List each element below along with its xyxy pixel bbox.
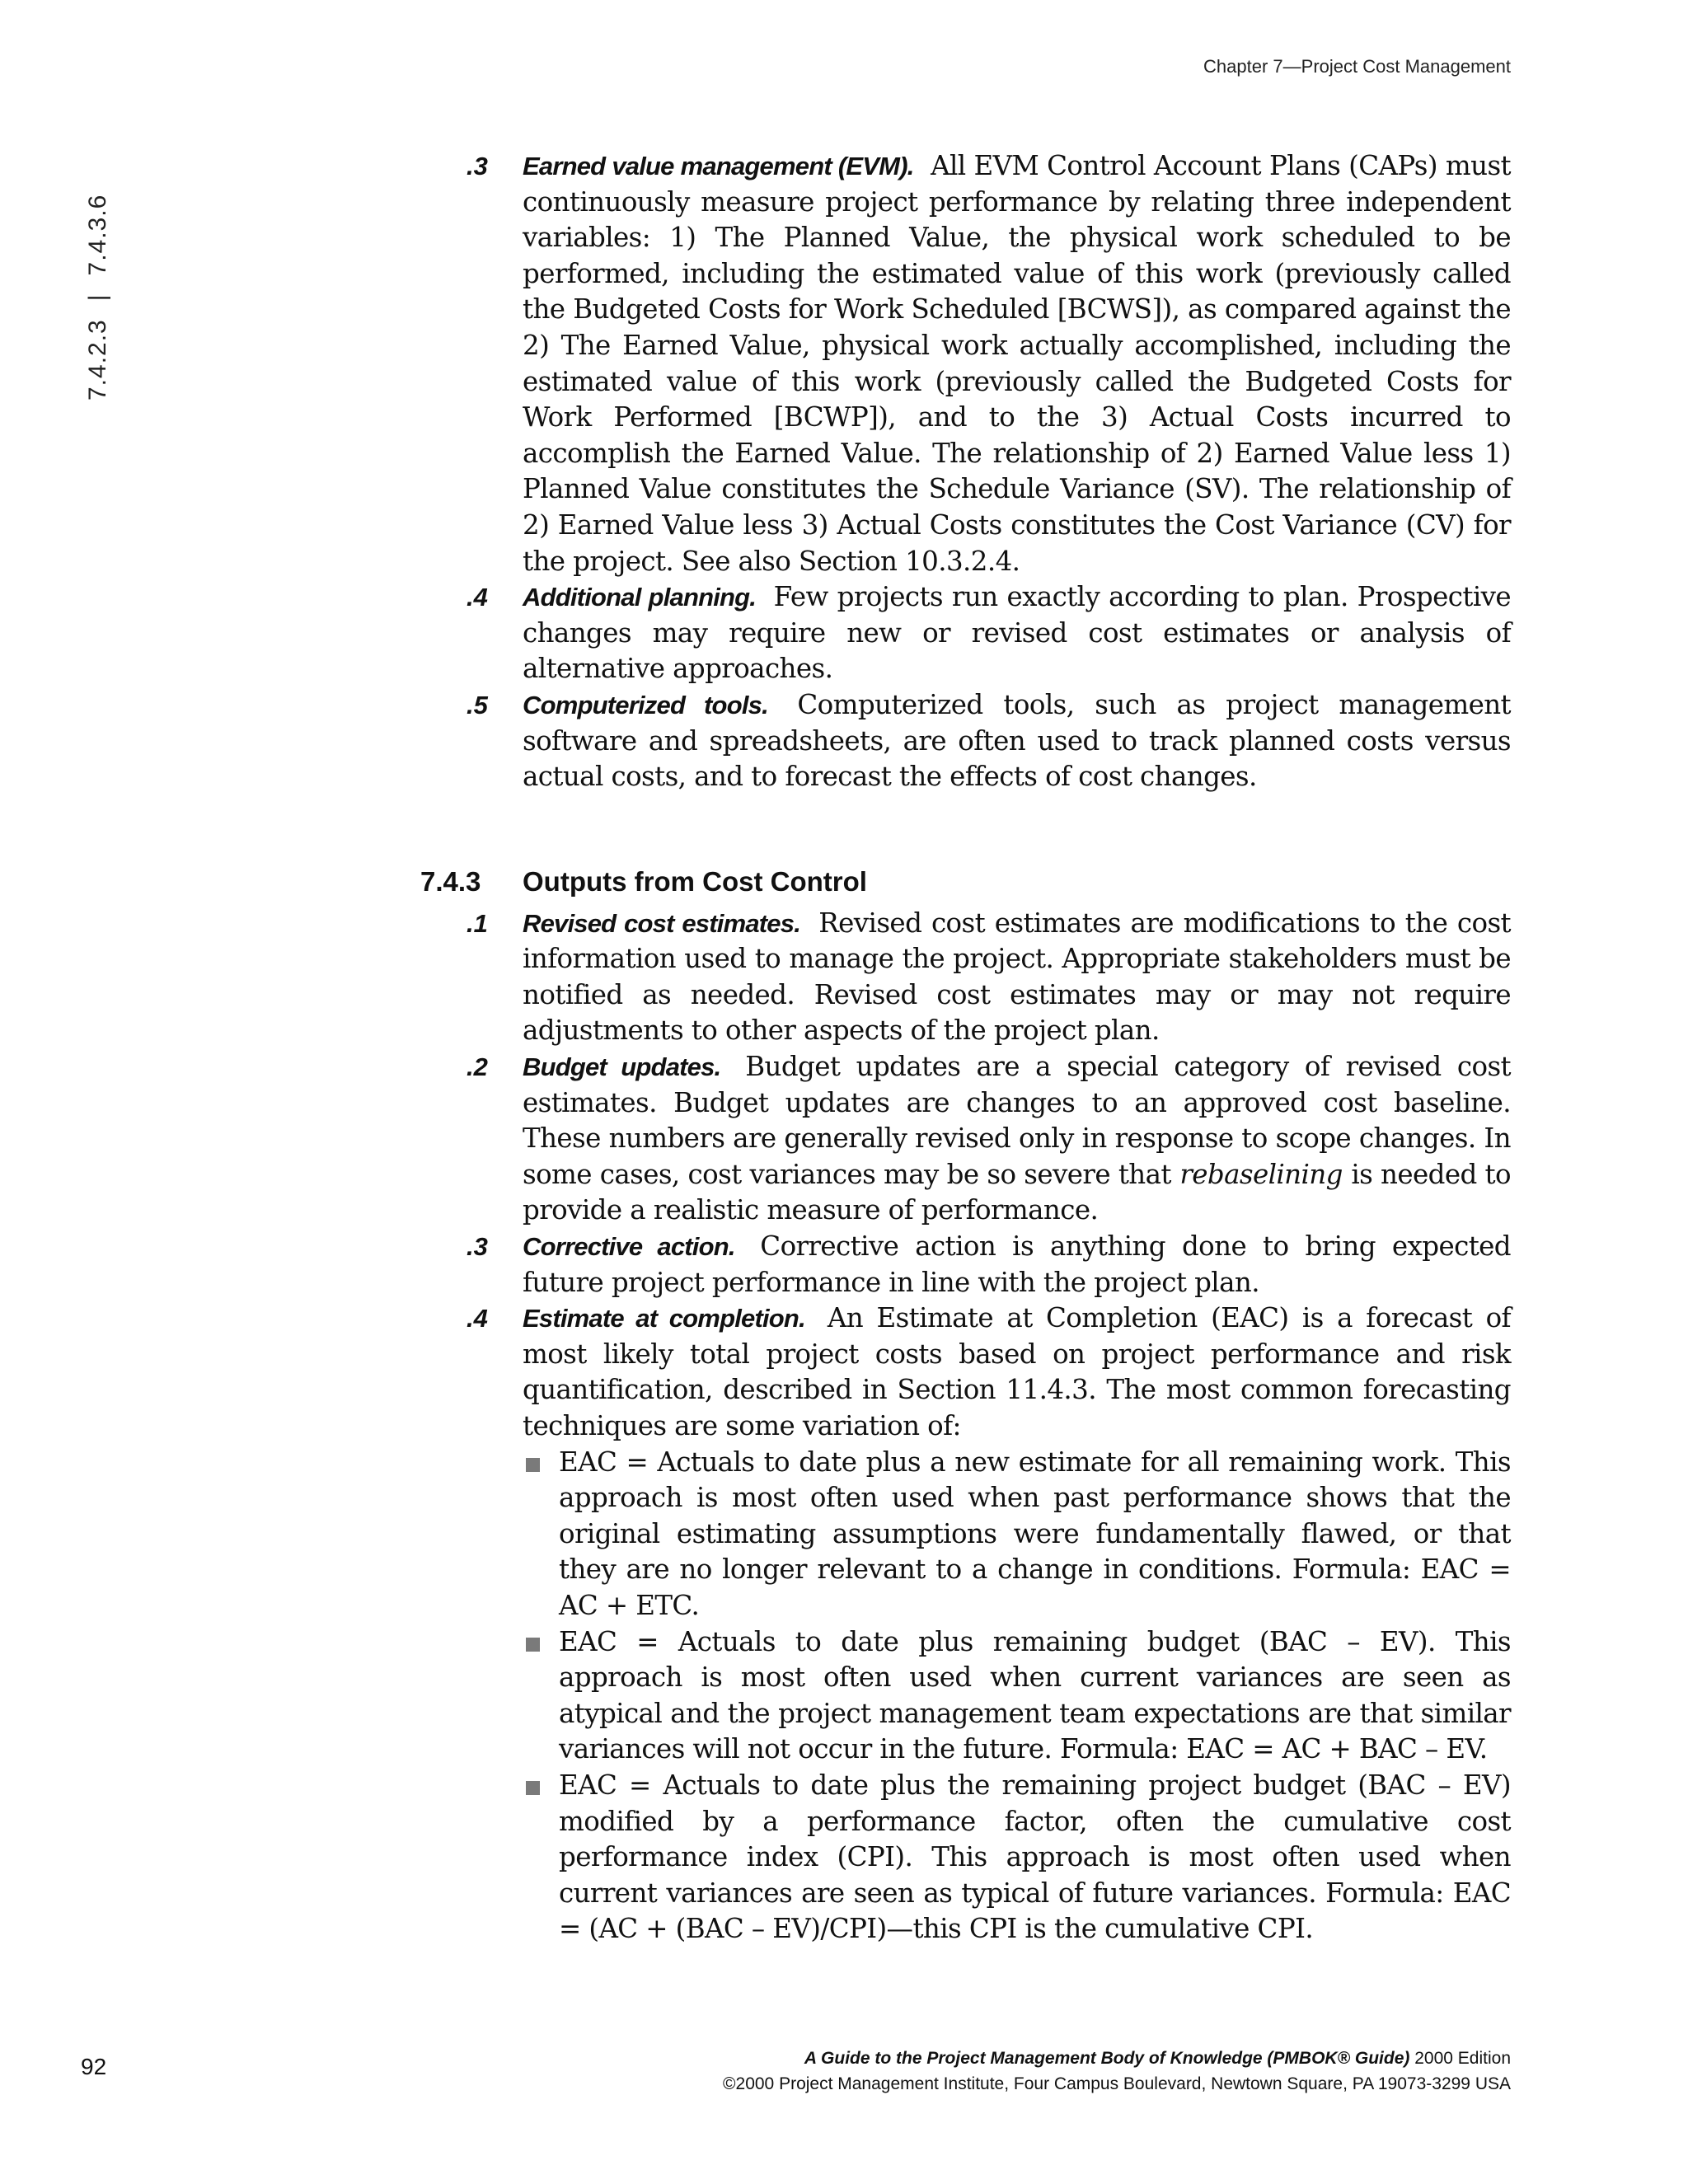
section-number: 7.4.3	[420, 865, 481, 897]
item-number: .5	[467, 690, 488, 719]
item-lead: Revised cost estimates.	[523, 908, 801, 938]
bullet-text: EAC = Actuals to date plus remaining budget (BAC – EV). This approach is most often used when current variances are seen as atypical and the project management team expectations are that similar variances will not occur in the future. Formula: EAC = AC + BAC – EV.	[559, 1625, 1511, 1765]
square-bullet-icon	[526, 1638, 540, 1652]
running-head: Chapter 7—Project Cost Management	[1203, 56, 1511, 77]
square-bullet-icon	[526, 1781, 540, 1795]
bullet-text: EAC = Actuals to date plus the remaining project budget (BAC – EV) modified by a performance factor, often the cumulative cost performance index (CPI). This approach is most often used when current variances are seen as typical of future variances. Formula: EAC = (AC + (BAC – EV)/CPI)—this CPI is the cumulative CPI.	[559, 1769, 1511, 1945]
item-text: Computerized tools, such as project management software and spreadsheets, are often used to track planned costs versus actual costs, and to forecast the effects of cost changes.	[523, 688, 1511, 793]
item-lead: Estimate at completion.	[523, 1304, 805, 1333]
side-tab-divider: |	[84, 293, 111, 302]
tool-item-computerized-tools	[420, 687, 1511, 795]
footer-copyright: ©2000 Project Management Institute, Four Campus Boulevard, Newtown Square, PA 19073-3299 USA	[723, 2074, 1511, 2093]
item-number: .4	[467, 583, 488, 612]
item-number: .2	[467, 1052, 488, 1082]
page-footer	[0, 2046, 1511, 2097]
square-bullet-icon	[526, 1458, 540, 1472]
item-text-before: Budget updates are a special category of revised cost estimates. Budget updates are changes to an approved cost baseline. These numbers are generally revised only in response to scope changes. In some cases, cost variances may be so severe that	[523, 1051, 1511, 1190]
item-lead: Budget updates.	[523, 1052, 721, 1082]
side-tab-range-end: 7.4.3.6	[84, 194, 111, 276]
footer-edition: 2000 Edition	[1414, 2049, 1511, 2068]
item-lead: Earned value management (EVM).	[523, 152, 914, 180]
tool-item-additional-planning	[420, 579, 1511, 687]
item-text-emphasis: rebaselining	[1179, 1158, 1343, 1190]
footer-book-title: A Guide to the Project Management Body of Knowledge (PMBOK® Guide)	[804, 2049, 1410, 2068]
item-lead: Computerized tools.	[523, 690, 768, 719]
side-tab-range-start: 7.4.2.3	[84, 319, 111, 401]
footer-title-line	[0, 2046, 1511, 2071]
section-heading	[420, 866, 1511, 902]
item-text: Corrective action is anything done to bring expected future project performance in line with the project plan.	[523, 1230, 1511, 1298]
output-item-corrective-action	[420, 1229, 1511, 1301]
item-text: An Estimate at Completion (EAC) is a forecast of most likely total project costs based on project performance and risk quantification, described in Section 11.4.3. The most common forecasting techniques are some variation of:	[523, 1302, 1511, 1441]
section-title: Outputs from Cost Control	[523, 865, 867, 897]
item-lead: Corrective action.	[523, 1232, 735, 1262]
list-item	[523, 1624, 1511, 1768]
item-text: All EVM Control Account Plans (CAPs) must continuously measure project performance by relating three independent variables: 1) The Planned Value, the physical work scheduled to be performed, including the estimated value of this work (previously called the Budgeted Costs for Work Scheduled [BCWS]), as compared against the 2) The Earned Value, physical work actually accomplished, including the estimated value of this work (previously called the Budgeted Costs for Work Performed [BCWP]), and to the 3) Actual Costs incurred to accomplish the Earned Value. The relationship of 2) Earned Value less 1) Planned Value constitutes the Schedule Variance (SV). The relationship of 2) Earned Value less 3) Actual Costs constitutes the Cost Variance (CV) for the project. See also Section 10.3.2.4.	[523, 150, 1511, 577]
item-number: .3	[467, 1232, 488, 1262]
item-text-after: is needed to provide a realistic measure of performance.	[523, 1158, 1511, 1226]
side-tab	[84, 194, 112, 401]
item-number: .1	[467, 908, 488, 938]
bullet-text: EAC = Actuals to date plus a new estimate for all remaining work. This approach is most often used when past performance shows that the original estimating assumptions were fundamentally flawed, or that they are no longer relevant to a change in conditions. Formula: EAC = AC + ETC.	[559, 1446, 1511, 1621]
tool-item-earned-value	[420, 148, 1511, 579]
page-content	[420, 148, 1511, 1947]
output-item-revised-estimates	[420, 906, 1511, 1049]
item-text: Revised cost estimates are modifications to the cost information used to manage the project. Appropriate stakeholders must be notified as needed. Revised cost estimates may or may not require adjustments to other aspects of the project plan.	[523, 907, 1511, 1047]
page-number: 92	[81, 2054, 107, 2079]
output-item-budget-updates	[420, 1049, 1511, 1229]
item-number: .3	[467, 152, 488, 180]
output-item-estimate-at-completion	[420, 1301, 1511, 1947]
list-item	[523, 1445, 1511, 1624]
item-number: .4	[467, 1304, 488, 1333]
item-text: Few projects run exactly according to plan. Prospective changes may require new or revised cost estimates or analysis of alternative approaches.	[523, 581, 1512, 685]
eac-bullet-list	[523, 1445, 1511, 1947]
list-item	[523, 1768, 1511, 1947]
item-lead: Additional planning.	[523, 583, 757, 612]
